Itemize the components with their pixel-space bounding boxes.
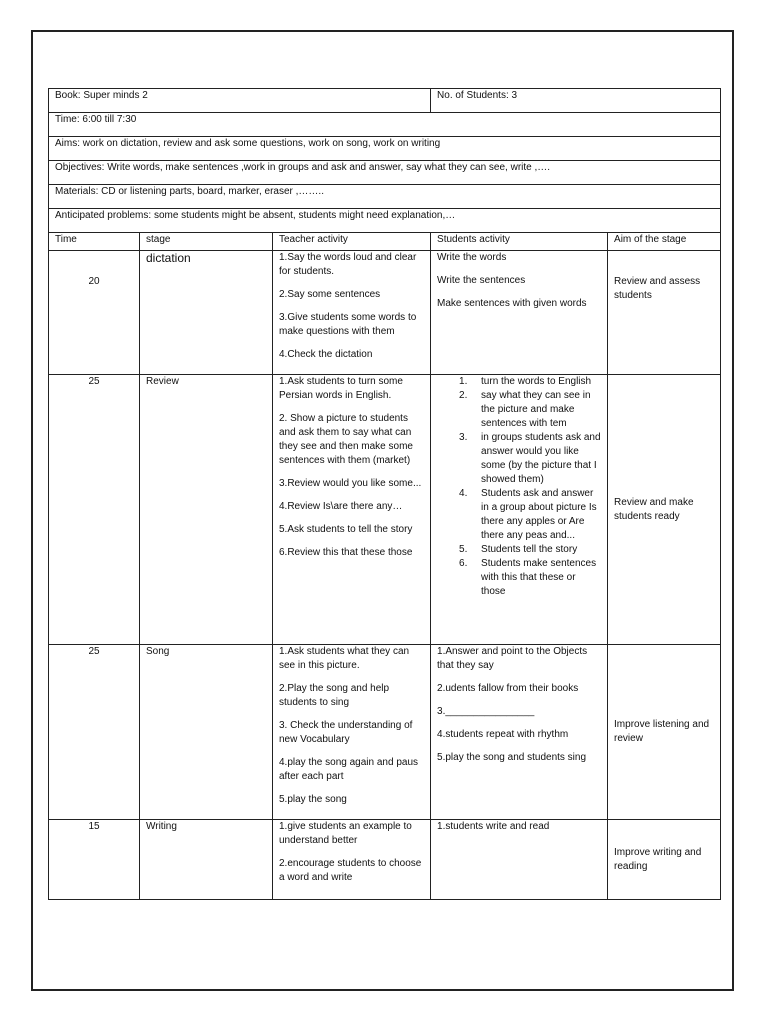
teacher-activity: 1.give students an example to understand better 2.encourage students to choose a word and write xyxy=(273,820,431,900)
students-activity: 1.Answer and point to the Objects that they say 2.udents fallow from their books 3.________________ 4.students repeat with rhythm 5.play the song and students sing xyxy=(431,645,608,820)
stage-value: Writing xyxy=(140,820,273,900)
list-item: 6. Students make sentences with this that these or those xyxy=(459,558,597,597)
materials-cell: Materials: CD or listening parts, board, marker, eraser ,…….. xyxy=(49,185,721,209)
col-time-header: Time xyxy=(49,233,140,251)
teacher-activity: 1.Ask students to turn some Persian words in English. 2. Show a picture to students and ask them to say what can they see and then make some sentences with them (market) 3.Review would you like some... 4.Review Is\are there any… 5.Ask students to tell the story 6.Review this that these those xyxy=(273,375,431,645)
aims-cell: Aims: work on dictation, review and ask some questions, work on song, work on writing xyxy=(49,137,721,161)
col-stage-header: stage xyxy=(140,233,273,251)
book-cell: Book: Super minds 2 xyxy=(49,89,431,113)
students-activity xyxy=(431,375,608,645)
list-item: 4. Students ask and answer in a group about picture Is there any apples or Are there any peas and... xyxy=(459,488,597,541)
stage-aim: Review and assess students xyxy=(608,251,721,375)
column-header-row xyxy=(49,233,721,251)
objectives-cell: Objectives: Write words, make sentences ,work in groups and ask and answer, say what they can see, write ,…. xyxy=(49,161,721,185)
stage-value: dictation xyxy=(140,251,273,375)
time-value: 15 xyxy=(49,820,140,900)
list-item: 2. say what they can see in the picture and make sentences with tem xyxy=(459,390,591,429)
col-students-header: Students activity xyxy=(431,233,608,251)
stage-value: Song xyxy=(140,645,273,820)
table-row xyxy=(49,375,721,645)
stage-aim: Improve writing and reading xyxy=(608,820,721,900)
stage-value: Review xyxy=(140,375,273,645)
col-teacher-header: Teacher activity xyxy=(273,233,431,251)
list-item: 1. turn the words to English xyxy=(459,376,592,387)
students-activity: 1.students write and read xyxy=(431,820,608,900)
col-aim-header: Aim of the stage xyxy=(608,233,721,251)
time-value: 20 xyxy=(49,251,140,375)
problems-cell: Anticipated problems: some students might be absent, students might need explanation,… xyxy=(49,209,721,233)
time-value: 25 xyxy=(49,645,140,820)
table-row xyxy=(49,251,721,375)
teacher-activity: 1.Ask students what they can see in this picture. 2.Play the song and help students to sing 3. Check the understanding of new Vocabulary 4.play the song again and paus after each part 5.play the song xyxy=(273,645,431,820)
lesson-plan-table xyxy=(48,88,721,900)
time-value: 25 xyxy=(49,375,140,645)
list-item: 5. Students tell the story xyxy=(459,544,578,555)
students-count-cell: No. of Students: 3 xyxy=(431,89,721,113)
time-cell: Time: 6:00 till 7:30 xyxy=(49,113,721,137)
stage-aim: Improve listening and review xyxy=(608,645,721,820)
students-activity-list xyxy=(437,375,601,599)
table-row xyxy=(49,820,721,900)
book-row xyxy=(49,89,721,113)
table-row xyxy=(49,645,721,820)
students-activity: Write the words Write the sentences Make sentences with given words xyxy=(431,251,608,375)
list-item: 3. in groups students ask and answer would you like some (by the picture that I showed them) xyxy=(459,432,601,485)
stage-aim: Review and make students ready xyxy=(608,375,721,645)
teacher-activity: 1.Say the words loud and clear for students. 2.Say some sentences 3.Give students some words to make questions with them 4.Check the dictation xyxy=(273,251,431,375)
